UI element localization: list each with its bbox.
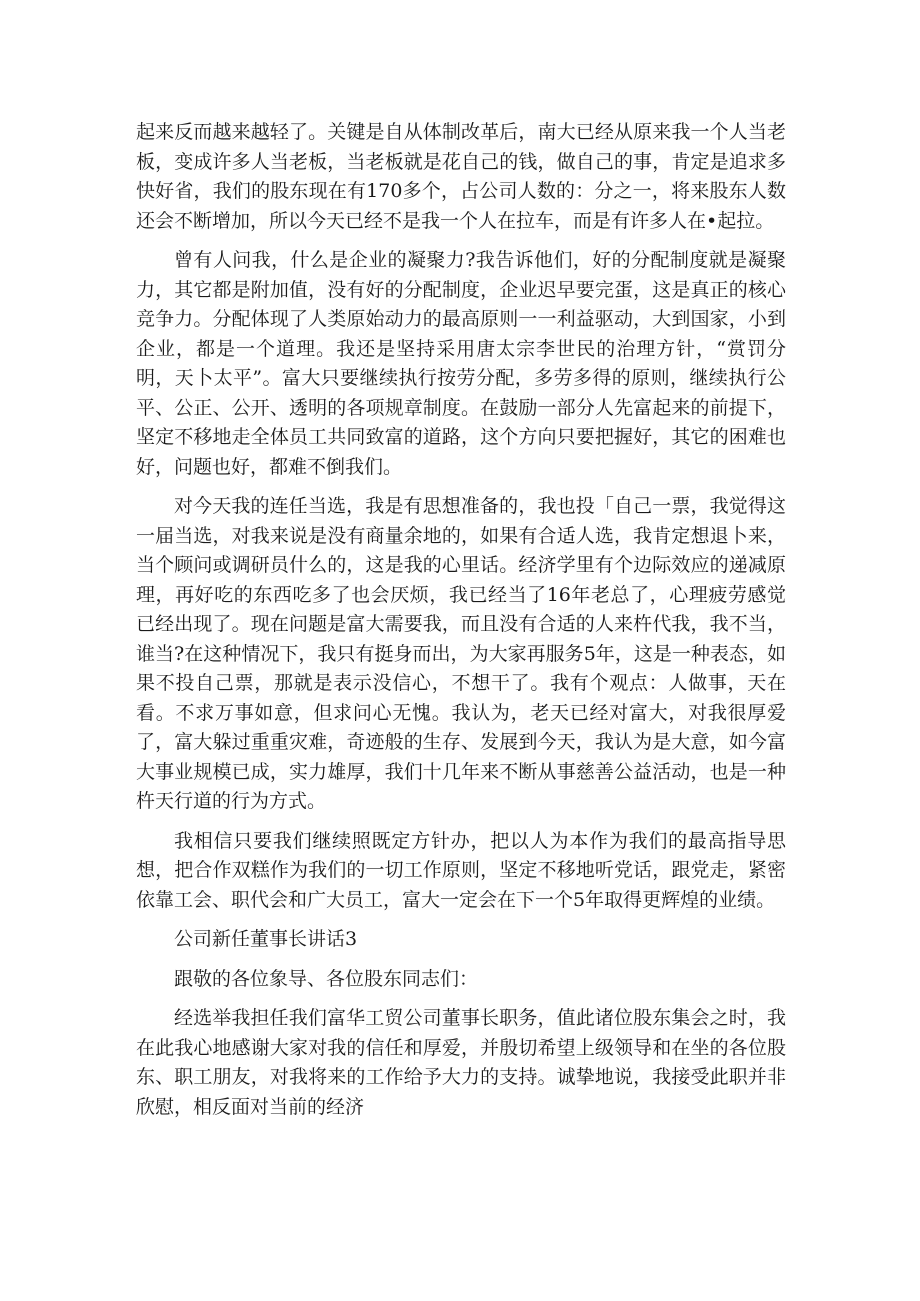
paragraph-confidence: 我相信只要我们继续照既定方针办，把以人为本作为我们的最高指导思想，把合作双糕作为我们的一切工作原则，坚定不移地听党话，跟党走，紧密依靠工会、职代会和广大员工，富大一定会在下一个5年取得更辉煌的业绩。 bbox=[136, 829, 786, 911]
paragraph-acceptance: 经选举我担任我们富华工贸公司董事长职务，值此诸位股东集会之时，我在此我心地感谢大家对我的信任和厚爱，并殷切希望上级领导和在坐的各位股东、职工朋友，对我将来的工作给予大力的支持。诚挚地说，我接受此职并非欣慰，相反面对当前的经济 bbox=[136, 1007, 786, 1118]
paragraph-continuation: 起来反而越来越轻了。关键是自从体制改革后，南大已经从原来我一个人当老板，变成许多人当老板，当老板就是花自己的钱，做自己的事，肯定是追求多快好省，我们的股东现在有170多个，占公司人数的：分之一，将来股东人数还会不断增加，所以今天已经不是我一个人在拉车，而是有许多人在•起拉。 bbox=[136, 121, 786, 232]
section-heading: 公司新任董事长讲话3 bbox=[174, 928, 358, 950]
salutation: 跟敬的各位象导、各位股东同志们： bbox=[174, 967, 479, 990]
document-body bbox=[136, 118, 786, 1132]
paragraph-reelection: 对今天我的连任当选，我是有思想准备的，我也投「自己一票，我觉得这一届当选，对我来说是没有商量余地的，如果有合适人选，我肯定想退卜来，当个顾问或调研员什么的，这是我的心里话。经济学里有个边际效应的递减原理，再好吃的东西吃多了也会厌烦，我已经当了16年老总了，心理疲劳感觉已经出现了。现在问题是富大需要我，而且没有合适的人来杵代我，我不当，谁当?在这种情况下，我只有挺身而出，为大家再服务5年，这是一种表态，如果不投自己票，那就是表示没信心，不想干了。我有个观点：人做事，天在看。不求万事如意，但求问心无愧。我认为，老天已经对富大，对我很厚爱了，富大躲过重重灾难，奇迹般的生存、发展到今天，我认为是大意，如今富大事业规模已成，实力雄厚，我们十几年来不断从事慈善公益活动，也是一种杵天行道的行为方式。 bbox=[136, 495, 786, 812]
paragraph-cohesion: 曾有人问我，什么是企业的凝聚力?我告诉他们，好的分配制度就是凝聚力，其它都是附加值，没有好的分配制度，企业迟早要完蛋，这是真正的核心竞争力。分配体现了人类原始动力的最高原则一一利益驱动，大到国家，小到企业，都是一个道理。我还是坚持采用唐太宗李世民的治理方针，“赏罚分明，天卜太平”。富大只要继续执行按劳分配，多劳多得的原则，继续执行公平、公正、公开、透明的各项规章制度。在鼓励一部分人先富起来的前提下，坚定不移地走全体员工共同致富的道路，这个方向只要把握好，其它的困难也好，问题也好，都难不倒我们。 bbox=[136, 249, 786, 478]
